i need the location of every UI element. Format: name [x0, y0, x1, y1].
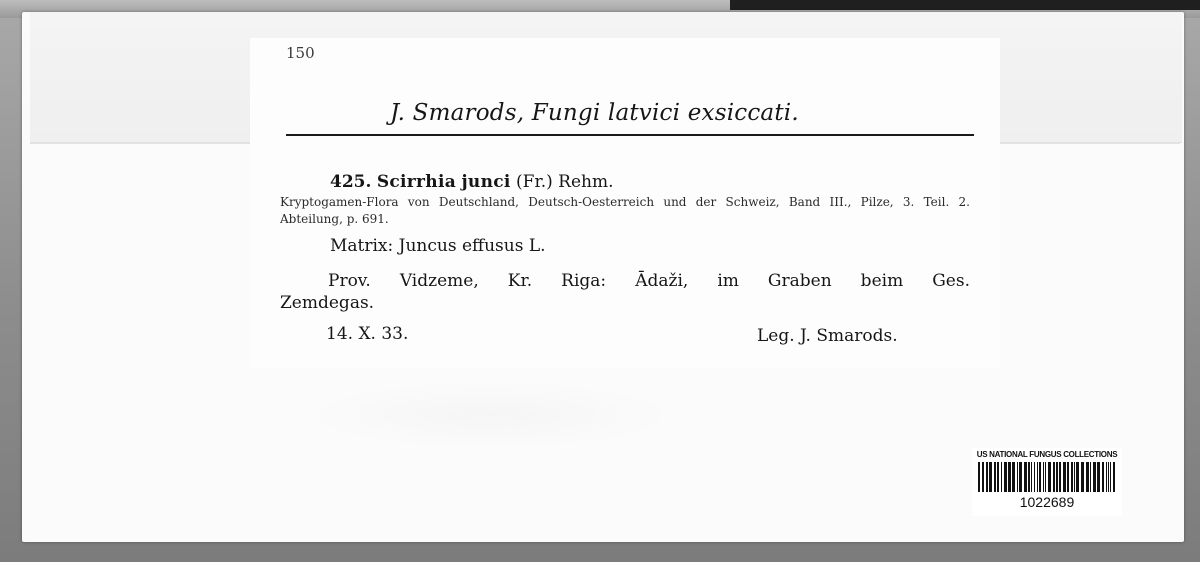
title-rule: [286, 134, 974, 136]
species-epithet: junci: [461, 172, 511, 192]
barcode-label: [972, 448, 1122, 516]
paper-smudge: [300, 380, 680, 450]
species-genus: Scirrhia: [376, 172, 457, 192]
barcode-bar: [1043, 462, 1044, 492]
barcode-bar: [1071, 462, 1073, 492]
barcode-bar: [1028, 462, 1030, 492]
barcode-bar: [1106, 462, 1107, 492]
barcode-bar: [982, 462, 984, 492]
barcode-bar: [1048, 462, 1051, 492]
locality-line-1: Prov. Vidzeme, Kr. Riga: Ādaži, im Graben beim Ges.: [328, 271, 970, 291]
barcode-bar: [978, 462, 980, 492]
barcode-bar: [1008, 462, 1011, 492]
barcode-bar: [1024, 462, 1027, 492]
barcode-bar: [986, 462, 988, 492]
barcode-bar: [1012, 462, 1015, 492]
barcode-bar: [1093, 462, 1096, 492]
locality-line-2: Zemdegas.: [280, 293, 375, 313]
barcode-number: 1022689: [1019, 494, 1075, 510]
barcode-bar: [1113, 462, 1115, 492]
barcode-bar: [1074, 462, 1075, 492]
barcode-bar: [1097, 462, 1100, 492]
series-title: J. Smarods, Fungi latvici exsiccati.: [390, 100, 799, 126]
barcode-bar: [989, 462, 992, 492]
barcode-bar: [1039, 462, 1041, 492]
barcode-bar: [1056, 462, 1058, 492]
species-line: [330, 172, 614, 192]
matrix-line: Matrix: Juncus effusus L.: [330, 236, 546, 256]
barcode-bar: [1001, 462, 1002, 492]
barcode-bar: [1090, 462, 1091, 492]
barcode-bar: [1019, 462, 1022, 492]
barcode-bar: [1108, 462, 1109, 492]
page-number: 150: [286, 44, 315, 62]
literature-reference: Kryptogamen-Flora von Deutschland, Deutsch-Oesterreich und der Schweiz, Band III., Pilze, 3. Teil. 2. Abteilung, p. 691.: [280, 195, 970, 226]
barcode-bar: [1031, 462, 1032, 492]
barcode-bar: [1059, 462, 1061, 492]
barcode-bar: [1034, 462, 1035, 492]
barcode-bar: [997, 462, 999, 492]
barcode-bar: [1110, 462, 1111, 492]
barcode-bar: [1086, 462, 1089, 492]
collection-date: 14. X. 33.: [326, 324, 409, 344]
barcode-bar: [1004, 462, 1007, 492]
barcode-bar: [1063, 462, 1066, 492]
barcode-bar: [1102, 462, 1104, 492]
barcode-bar: [1067, 462, 1069, 492]
barcode-header: US NATIONAL FUNGUS COLLECTIONS: [976, 450, 1118, 459]
exsiccata-number: 425.: [330, 172, 372, 192]
locality: [280, 270, 970, 314]
collector: Leg. J. Smarods.: [757, 326, 898, 346]
barcode-bar: [1037, 462, 1038, 492]
barcode-bar: [1081, 462, 1084, 492]
barcode-bar: [1017, 462, 1018, 492]
dark-edge: [730, 0, 1200, 10]
barcode-bar: [1045, 462, 1046, 492]
barcode-bar: [1076, 462, 1079, 492]
barcode-bars: [978, 462, 1116, 492]
species-authority: (Fr.) Rehm.: [516, 172, 614, 192]
barcode-bar: [1053, 462, 1055, 492]
barcode-bar: [994, 462, 996, 492]
